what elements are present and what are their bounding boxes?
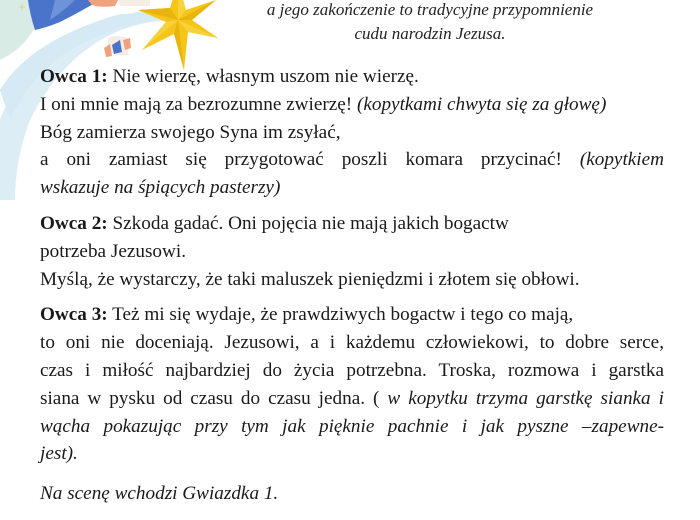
dialogue-line <box>40 329 664 357</box>
spoken-text: Nie wierzę, własnym uszom nie wierzę. <box>107 66 419 87</box>
final-stage-direction: Na scenę wchodzi Gwiazdka 1. <box>40 483 279 505</box>
speaker-label: Owca 2: <box>40 212 108 234</box>
stage-direction: wącha pokazując przy tym jak pięknie pachnie i jak pyszne –zapewne- <box>40 415 664 437</box>
spoken-text: a oni zamiast się przygotować poszli komara przycinać! <box>40 149 580 171</box>
dialogue-line <box>40 385 664 413</box>
spoken-text: potrzeba Jezusowi. <box>40 240 186 262</box>
intro-text <box>250 0 610 46</box>
stage-direction: (kopytkiem <box>579 149 664 171</box>
script-content <box>40 63 664 508</box>
spoken-text: to oni nie doceniają. Jezusowi, a i każdemu człowiekowi, to dobre serce, <box>40 332 664 354</box>
dialogue-owca-3 <box>40 301 664 468</box>
intro-line-1: a jego zakończenie to tradycyjne przypomnienie <box>266 0 594 19</box>
spoken-text: Bóg zamierza swojego Syna im zsyłać, <box>40 121 341 143</box>
dialogue-line <box>40 63 664 91</box>
salmon-accent <box>88 0 118 7</box>
dialogue-line <box>40 357 664 385</box>
dialogue-line <box>40 91 664 119</box>
star-icon <box>138 0 218 70</box>
stage-direction: (kopytkami chwyta się za głowę) <box>356 93 607 115</box>
dialogue-line <box>40 119 664 147</box>
spoken-text: I oni mnie mają za bezrozumne zwierzę! <box>40 93 357 115</box>
spoken-text: siana w pysku od czasu do czasu jedna. ( <box>40 387 388 409</box>
spoken-text: Też mi się wydaje, że prawdziwych bogactw i tego co mają, <box>107 304 574 326</box>
dialogue-line <box>40 238 664 266</box>
dialogue-line <box>40 413 664 441</box>
stage-direction: w kopytku trzyma garstkę sianka i <box>387 387 664 409</box>
dialogue-line <box>40 146 664 174</box>
dialogue-line <box>40 210 664 238</box>
spoken-text: czas i miłość najbardziej do życia potrzebna. Troska, rozmowa i garstka <box>40 359 664 381</box>
dialogue-line <box>40 301 664 329</box>
intro-line-2: cudu narodzin Jezusa. <box>354 24 506 43</box>
dialogue-line <box>40 266 664 294</box>
spoken-text: Szkoda gadać. Oni pojęcia nie mają jakich bogactw <box>107 212 509 234</box>
speaker-label: Owca 1: <box>40 66 108 87</box>
stage-direction: wskazuje na śpiących pasterzy) <box>40 177 281 199</box>
speaker-label: Owca 3: <box>40 304 108 326</box>
dialogue-owca-2 <box>40 210 664 293</box>
dialogue-line <box>40 174 664 202</box>
dialogue-line <box>40 440 664 468</box>
dialogue-owca-1 <box>40 63 664 202</box>
stage-direction: jest). <box>40 443 78 465</box>
spoken-text: Myślą, że wystarczy, że taki maluszek pieniędzmi i złotem się obłowi. <box>40 268 580 290</box>
